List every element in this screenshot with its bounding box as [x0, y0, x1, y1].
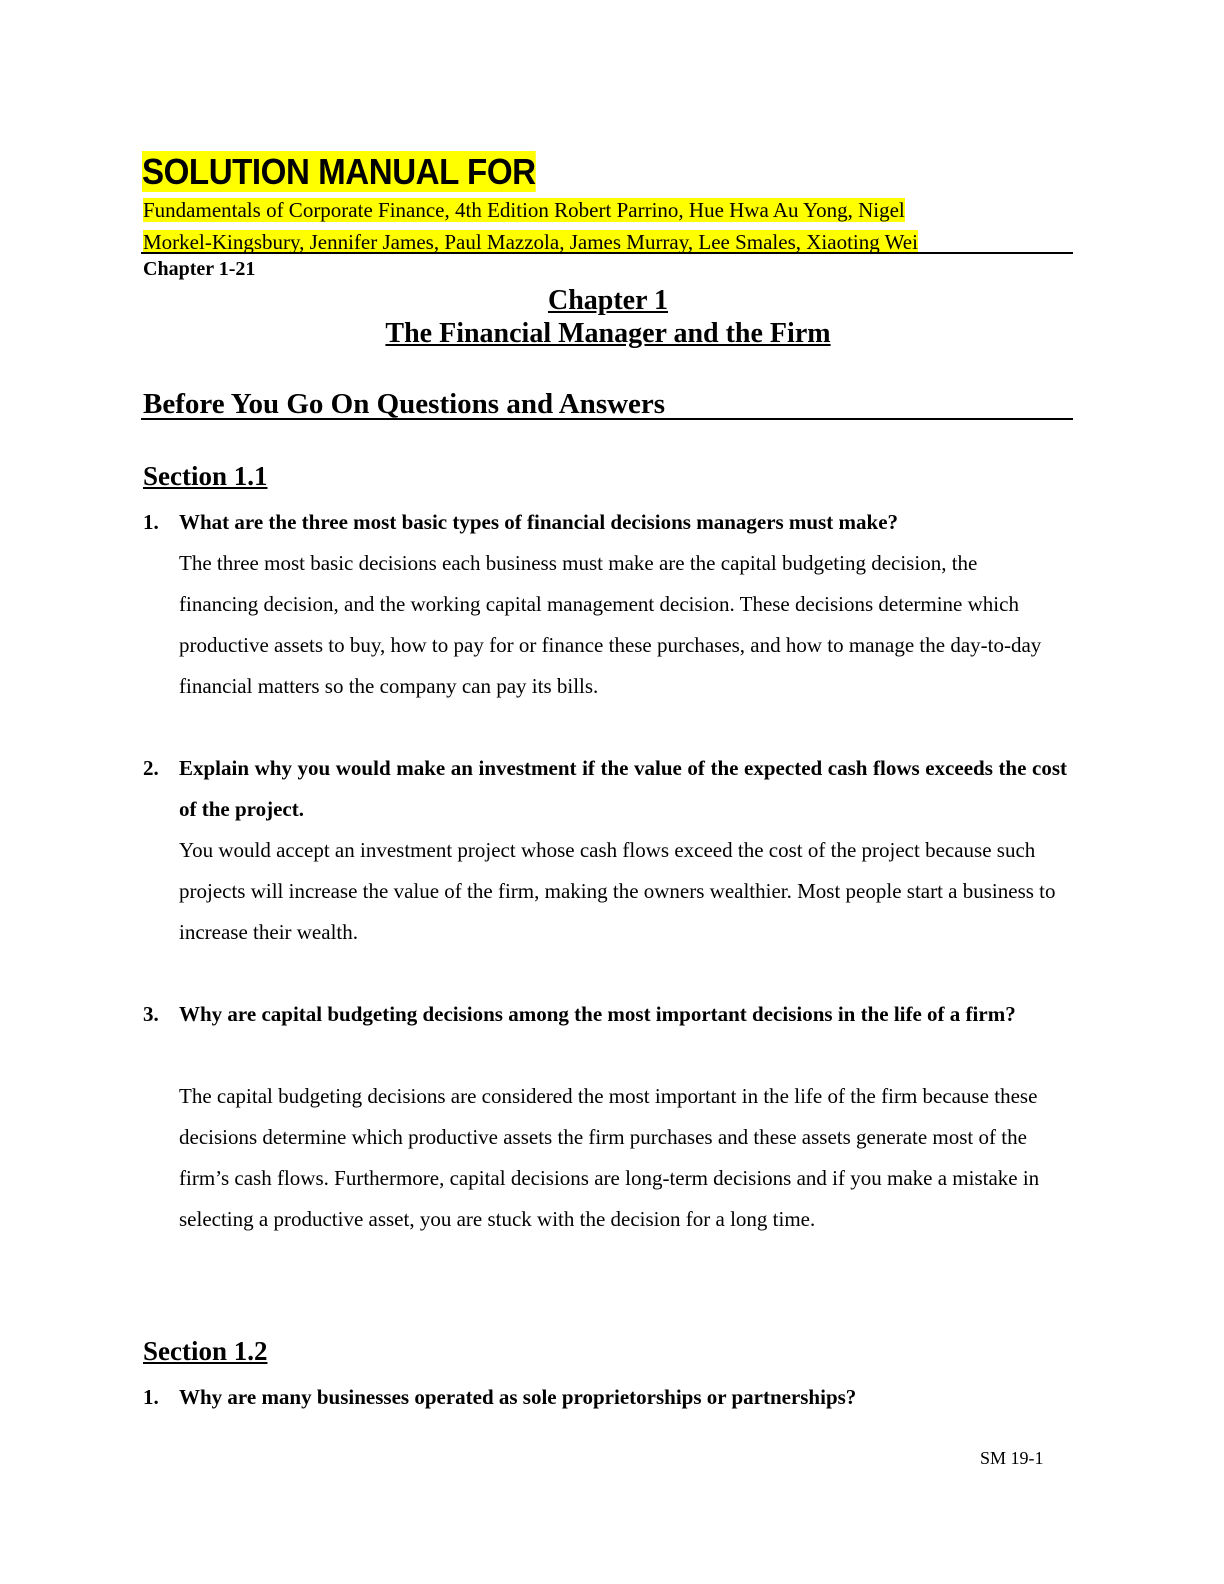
chapter-range: Chapter 1-21: [143, 258, 256, 280]
question-text: Why are many businesses operated as sole proprietorships or partnerships?: [179, 1385, 857, 1409]
header-rule: [141, 252, 1073, 254]
document-title: SOLUTION MANUAL FOR: [142, 151, 536, 192]
subtitle-line-1: Fundamentals of Corporate Finance, 4th Edition Robert Parrino, Hue Hwa Au Yong, Nigel: [143, 198, 905, 222]
book-subtitle: [143, 194, 1073, 258]
answer-text: You would accept an investment project whose cash flows exceed the cost of the project because such projects will increase the value of the firm, making the owners wealthier. Most people start a business to increase their wealth.: [179, 838, 1056, 944]
question-number: 2.: [143, 756, 159, 780]
chapter-heading: Chapter 1: [547, 285, 669, 316]
page-number: SM 19-1: [980, 1448, 1044, 1468]
qa-heading: Before You Go On Questions and Answers: [143, 388, 666, 420]
question-text: Why are capital budgeting decisions among the most important decisions in the life of a firm?: [179, 1002, 1016, 1026]
subtitle-line-2: Morkel-Kingsbury, Jennifer James, Paul Mazzola, James Murray, Lee Smales, Xiaoting Wei: [143, 230, 918, 254]
answer-text: The three most basic decisions each business must make are the capital budgeting decision, the financing decision, and the working capital management decision. These decisions determine which productive assets to buy, how to pay for or finance these purchases, and how to manage the day-to-day financial matters so the company can pay its bills.: [179, 551, 1042, 698]
question-text: What are the three most basic types of financial decisions managers must make?: [179, 510, 899, 534]
question-number: 1.: [143, 1385, 159, 1409]
question-number: 1.: [143, 510, 159, 534]
section-heading: Section 1.1: [143, 461, 268, 491]
qa-heading-rule: [141, 418, 1073, 420]
question-number: 3.: [143, 1002, 159, 1026]
section-heading: Section 1.2: [143, 1336, 268, 1366]
question-text: Explain why you would make an investment if the value of the expected cash flows exceeds the cost of the project.: [179, 756, 1067, 821]
chapter-title: The Financial Manager and the Firm: [385, 318, 831, 349]
answer-text: The capital budgeting decisions are considered the most important in the life of the firm because these decisions determine which productive assets the firm purchases and these assets generate most of the firm’s cash flows. Furthermore, capital decisions are long-term decisions and if you make a mistake in selecting a productive asset, you are stuck with the decision for a long time.: [179, 1084, 1040, 1231]
